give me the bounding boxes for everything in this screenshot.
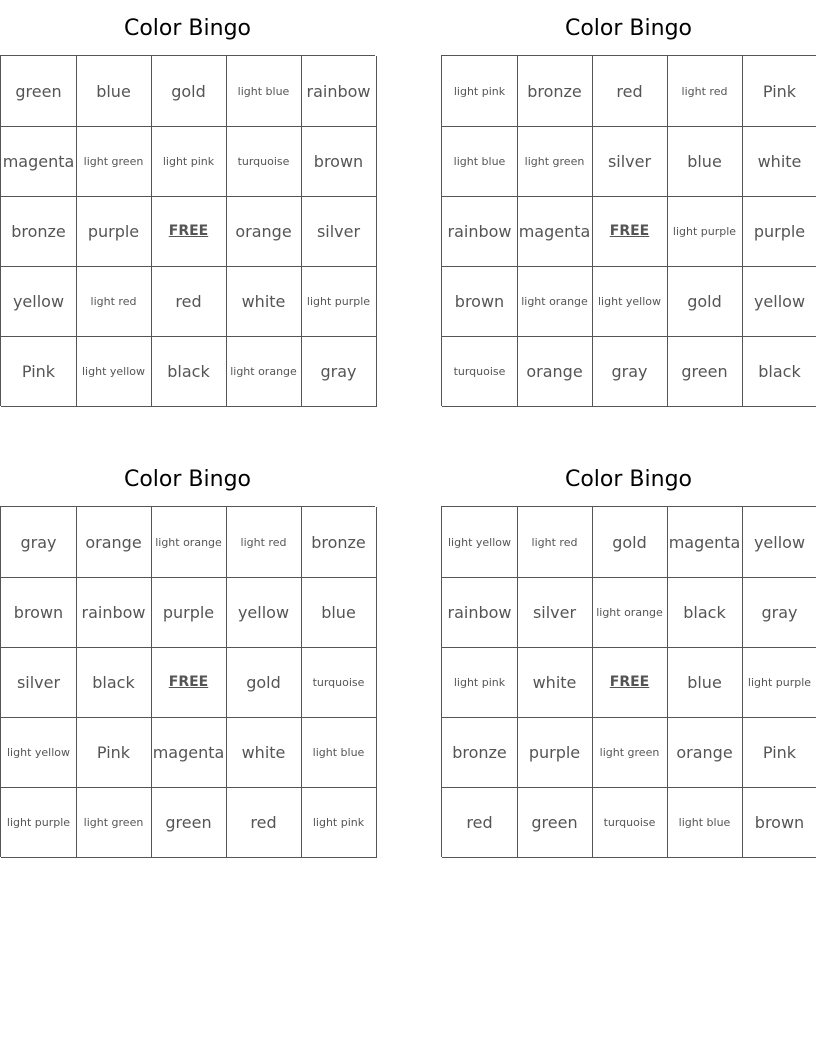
bingo-cell: orange — [226, 196, 302, 267]
bingo-cell: yellow — [742, 266, 816, 337]
bingo-cell: magenta — [1, 126, 77, 197]
bingo-cell: light blue — [226, 56, 302, 127]
bingo-cell: purple — [517, 717, 593, 788]
bingo-cell: silver — [1, 647, 77, 718]
bingo-card-1 — [0, 0, 375, 406]
bingo-cell: blue — [667, 126, 743, 197]
bingo-grid — [0, 55, 375, 406]
bingo-cell: light yellow — [592, 266, 668, 337]
bingo-cell: light green — [592, 717, 668, 788]
bingo-cell: light orange — [517, 266, 593, 337]
bingo-cell: light red — [226, 507, 302, 578]
bingo-cell: gold — [151, 56, 227, 127]
bingo-cell: turquoise — [301, 647, 377, 718]
bingo-cell: blue — [667, 647, 743, 718]
bingo-cell: light purple — [742, 647, 816, 718]
bingo-grid — [441, 55, 816, 406]
bingo-cell: light purple — [1, 787, 77, 858]
card-title: Color Bingo — [123, 467, 251, 492]
bingo-cell: light blue — [442, 126, 518, 197]
bingo-cell: turquoise — [592, 787, 668, 858]
free-space-cell: FREE — [592, 196, 668, 267]
bingo-cell: green — [517, 787, 593, 858]
bingo-cell: red — [442, 787, 518, 858]
bingo-cell: black — [667, 577, 743, 648]
bingo-cell: rainbow — [442, 196, 518, 267]
bingo-cell: white — [742, 126, 816, 197]
bingo-cell: silver — [592, 126, 668, 197]
bingo-cell: light orange — [592, 577, 668, 648]
bingo-grid — [441, 506, 816, 857]
bingo-cell: black — [742, 336, 816, 407]
bingo-cell: green — [1, 56, 77, 127]
bingo-cell: light red — [76, 266, 152, 337]
card-title: Color Bingo — [564, 467, 692, 492]
bingo-cell: orange — [76, 507, 152, 578]
bingo-cell: gray — [592, 336, 668, 407]
free-space-cell: FREE — [592, 647, 668, 718]
bingo-cell: light pink — [442, 647, 518, 718]
bingo-cell: white — [226, 266, 302, 337]
bingo-cell: gold — [592, 507, 668, 578]
bingo-cell: brown — [301, 126, 377, 197]
bingo-cell: light yellow — [76, 336, 152, 407]
bingo-cell: light green — [517, 126, 593, 197]
bingo-cell: white — [226, 717, 302, 788]
bingo-cell: magenta — [151, 717, 227, 788]
bingo-cell: turquoise — [226, 126, 302, 197]
bingo-cell: bronze — [301, 507, 377, 578]
bingo-cell: magenta — [667, 507, 743, 578]
bingo-cell: light pink — [442, 56, 518, 127]
bingo-cell: light purple — [667, 196, 743, 267]
bingo-cell: turquoise — [442, 336, 518, 407]
card-title: Color Bingo — [123, 16, 251, 41]
bingo-cell: bronze — [1, 196, 77, 267]
bingo-cell: light yellow — [442, 507, 518, 578]
bingo-cell: rainbow — [301, 56, 377, 127]
bingo-cell: blue — [76, 56, 152, 127]
bingo-cell: orange — [517, 336, 593, 407]
bingo-cell: brown — [742, 787, 816, 858]
bingo-cell: gray — [742, 577, 816, 648]
bingo-cell: light purple — [301, 266, 377, 337]
bingo-cell: black — [76, 647, 152, 718]
bingo-cell: brown — [1, 577, 77, 648]
bingo-cell: purple — [76, 196, 152, 267]
bingo-cell: red — [592, 56, 668, 127]
bingo-card-4 — [441, 451, 816, 857]
bingo-cell: rainbow — [442, 577, 518, 648]
bingo-cell: bronze — [442, 717, 518, 788]
bingo-cell: light red — [667, 56, 743, 127]
bingo-cell: purple — [742, 196, 816, 267]
bingo-grid — [0, 506, 375, 857]
bingo-cell: light green — [76, 787, 152, 858]
bingo-cell: black — [151, 336, 227, 407]
bingo-cell: red — [226, 787, 302, 858]
bingo-cell: light yellow — [1, 717, 77, 788]
bingo-cell: orange — [667, 717, 743, 788]
bingo-cell: yellow — [1, 266, 77, 337]
bingo-cell: yellow — [742, 507, 816, 578]
bingo-card-2 — [441, 0, 816, 406]
bingo-cell: brown — [442, 266, 518, 337]
bingo-cell: gray — [1, 507, 77, 578]
bingo-cell: light red — [517, 507, 593, 578]
bingo-cell: Pink — [742, 56, 816, 127]
bingo-cell: gold — [226, 647, 302, 718]
free-space-cell: FREE — [151, 647, 227, 718]
bingo-cell: light blue — [667, 787, 743, 858]
bingo-cell: light orange — [226, 336, 302, 407]
bingo-cell: red — [151, 266, 227, 337]
bingo-cell: bronze — [517, 56, 593, 127]
bingo-cell: gray — [301, 336, 377, 407]
bingo-cell: light green — [76, 126, 152, 197]
bingo-cell: purple — [151, 577, 227, 648]
bingo-cell: Pink — [1, 336, 77, 407]
bingo-card-3 — [0, 451, 375, 857]
bingo-cell: green — [667, 336, 743, 407]
bingo-cell: blue — [301, 577, 377, 648]
bingo-cell: silver — [517, 577, 593, 648]
bingo-cell: Pink — [742, 717, 816, 788]
bingo-cell: light pink — [151, 126, 227, 197]
bingo-cell: Pink — [76, 717, 152, 788]
bingo-cell: gold — [667, 266, 743, 337]
bingo-cell: light pink — [301, 787, 377, 858]
bingo-cell: light blue — [301, 717, 377, 788]
card-title: Color Bingo — [564, 16, 692, 41]
bingo-cell: light orange — [151, 507, 227, 578]
bingo-cell: silver — [301, 196, 377, 267]
bingo-cell: white — [517, 647, 593, 718]
bingo-cell: magenta — [517, 196, 593, 267]
free-space-cell: FREE — [151, 196, 227, 267]
bingo-cell: green — [151, 787, 227, 858]
bingo-cell: yellow — [226, 577, 302, 648]
bingo-cell: rainbow — [76, 577, 152, 648]
